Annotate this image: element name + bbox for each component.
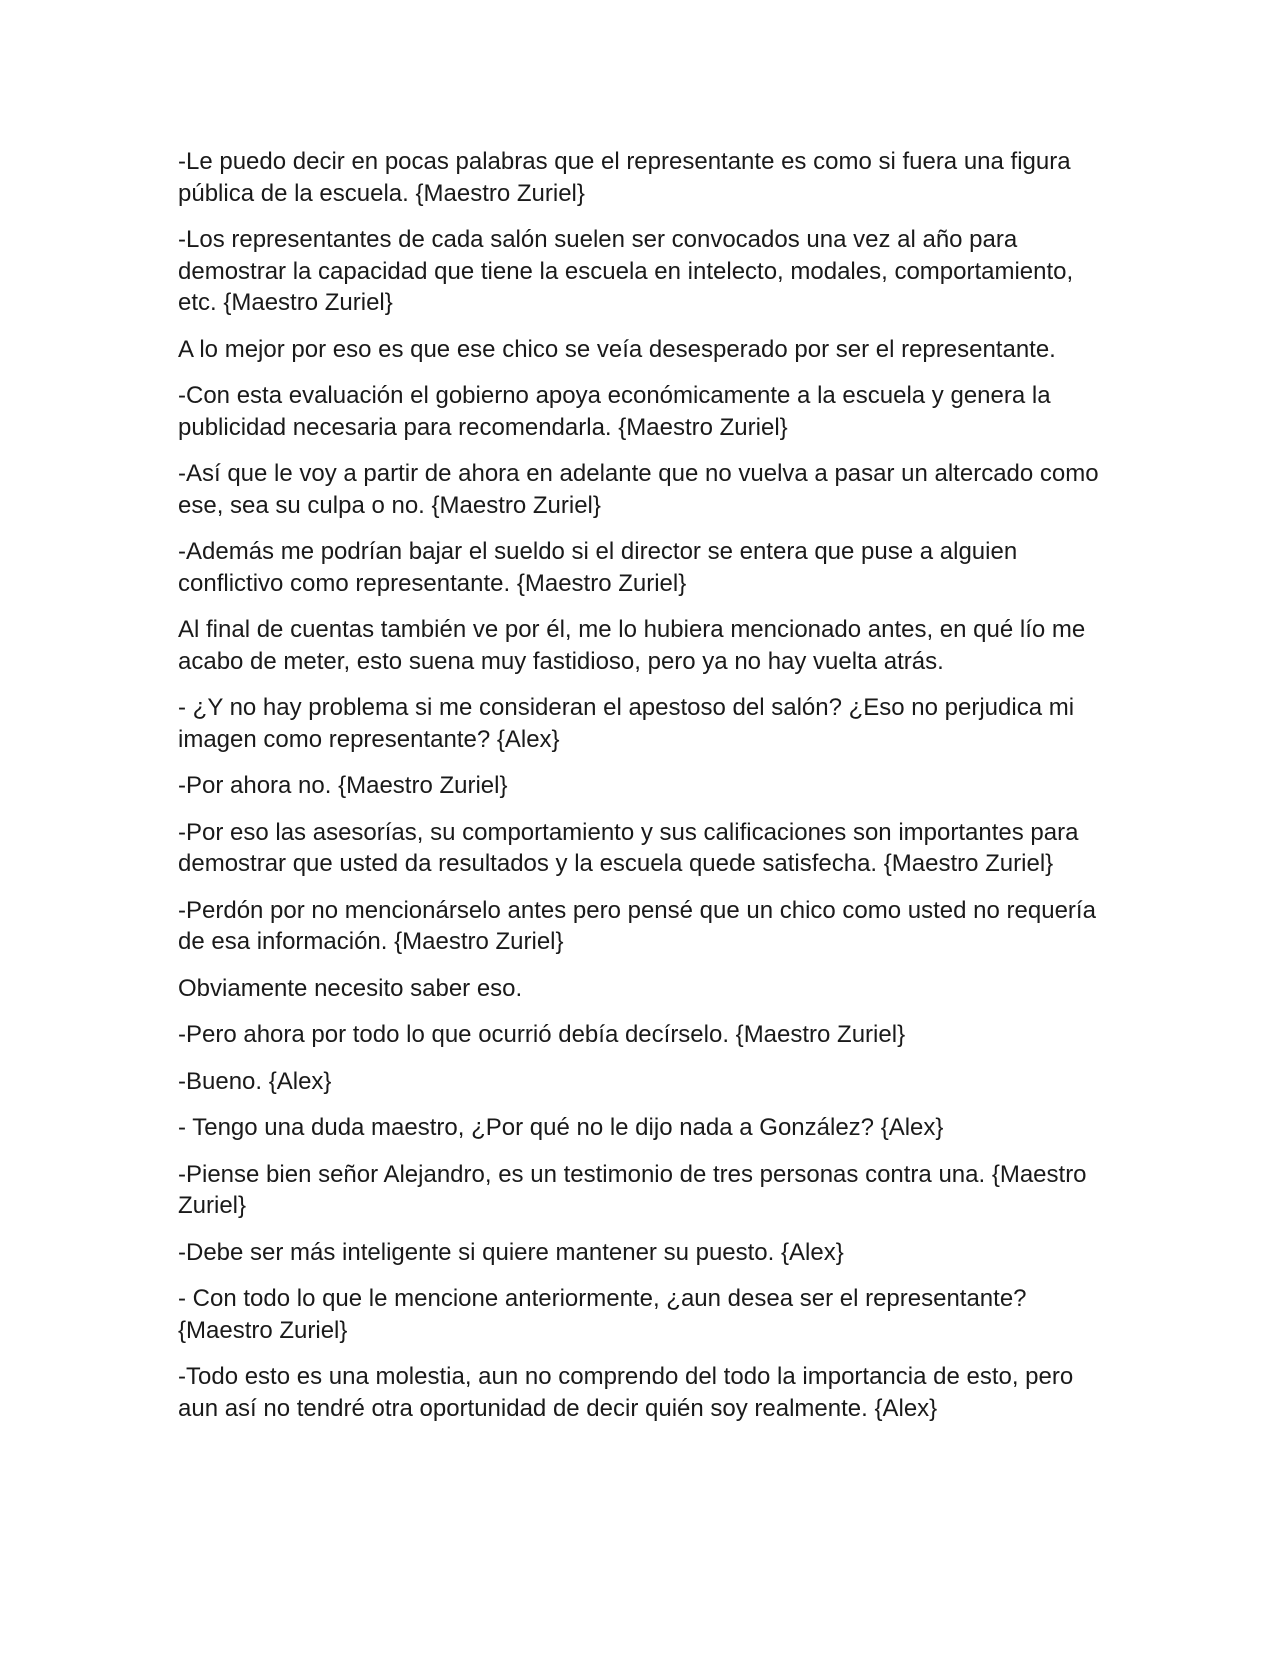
paragraph: -Piense bien señor Alejandro, es un testimonio de tres personas contra una. {Maestro Zuriel} [178, 1160, 1087, 1219]
paragraph: -Por eso las asesorías, su comportamiento y sus calificaciones son importantes para demostrar que usted da resultados y la escuela quede satisfecha. {Maestro Zuriel} [178, 818, 1079, 877]
paragraph: -Los representantes de cada salón suelen ser convocados una vez al año para demostrar la capacidad que tiene la escuela en intelecto, modales, comportamiento, etc. {Maestro Zuriel} [178, 226, 1074, 316]
paragraph: Al final de cuentas también ve por él, me lo hubiera mencionado antes, en qué lío me acabo de meter, esto suena muy fastidioso, pero ya no hay vuelta atrás. [178, 616, 1086, 675]
paragraph: - ¿Y no hay problema si me consideran el apestoso del salón? ¿Eso no perjudica mi imagen como representante? {Alex} [178, 694, 1075, 753]
paragraph: -Debe ser más inteligente si quiere mantener su puesto. {Alex} [178, 1238, 844, 1266]
document-body [178, 146, 1118, 1439]
paragraph: -Todo esto es una molestia, aun no comprendo del todo la importancia de esto, pero aun así no tendré otra oportunidad de decir quién soy realmente. {Alex} [178, 1363, 1074, 1422]
paragraph: - Con todo lo que le mencione anteriormente, ¿aun desea ser el representante? {Maestro Zuriel} [178, 1285, 1027, 1344]
paragraph: -Con esta evaluación el gobierno apoya económicamente a la escuela y genera la publicidad necesaria para recomendarla. {Maestro Zuriel} [178, 382, 1051, 441]
paragraph: -Por ahora no. {Maestro Zuriel} [178, 772, 508, 799]
paragraph: -Pero ahora por todo lo que ocurrió debía decírselo. {Maestro Zuriel} [178, 1021, 906, 1048]
paragraph: -Además me podrían bajar el sueldo si el director se entera que puse a alguien conflictivo como representante. {Maestro Zuriel} [178, 538, 1018, 597]
paragraph: -Bueno. {Alex} [178, 1067, 332, 1095]
paragraph: - Tengo una duda maestro, ¿Por qué no le dijo nada a González? {Alex} [178, 1114, 944, 1141]
paragraph: Obviamente necesito saber eso. [178, 974, 523, 1002]
paragraph: -Perdón por no mencionárselo antes pero pensé que un chico como usted no requería de esa información. {Maestro Zuriel} [178, 896, 1096, 955]
paragraph: A lo mejor por eso es que ese chico se veía desesperado por ser el representante. [178, 335, 1056, 363]
paragraph: -Así que le voy a partir de ahora en adelante que no vuelva a pasar un altercado como ese, sea su culpa o no. {Maestro Zuriel} [178, 460, 1099, 519]
paragraph: -Le puedo decir en pocas palabras que el representante es como si fuera una figura pública de la escuela. {Maestro Zuriel} [178, 148, 1071, 207]
